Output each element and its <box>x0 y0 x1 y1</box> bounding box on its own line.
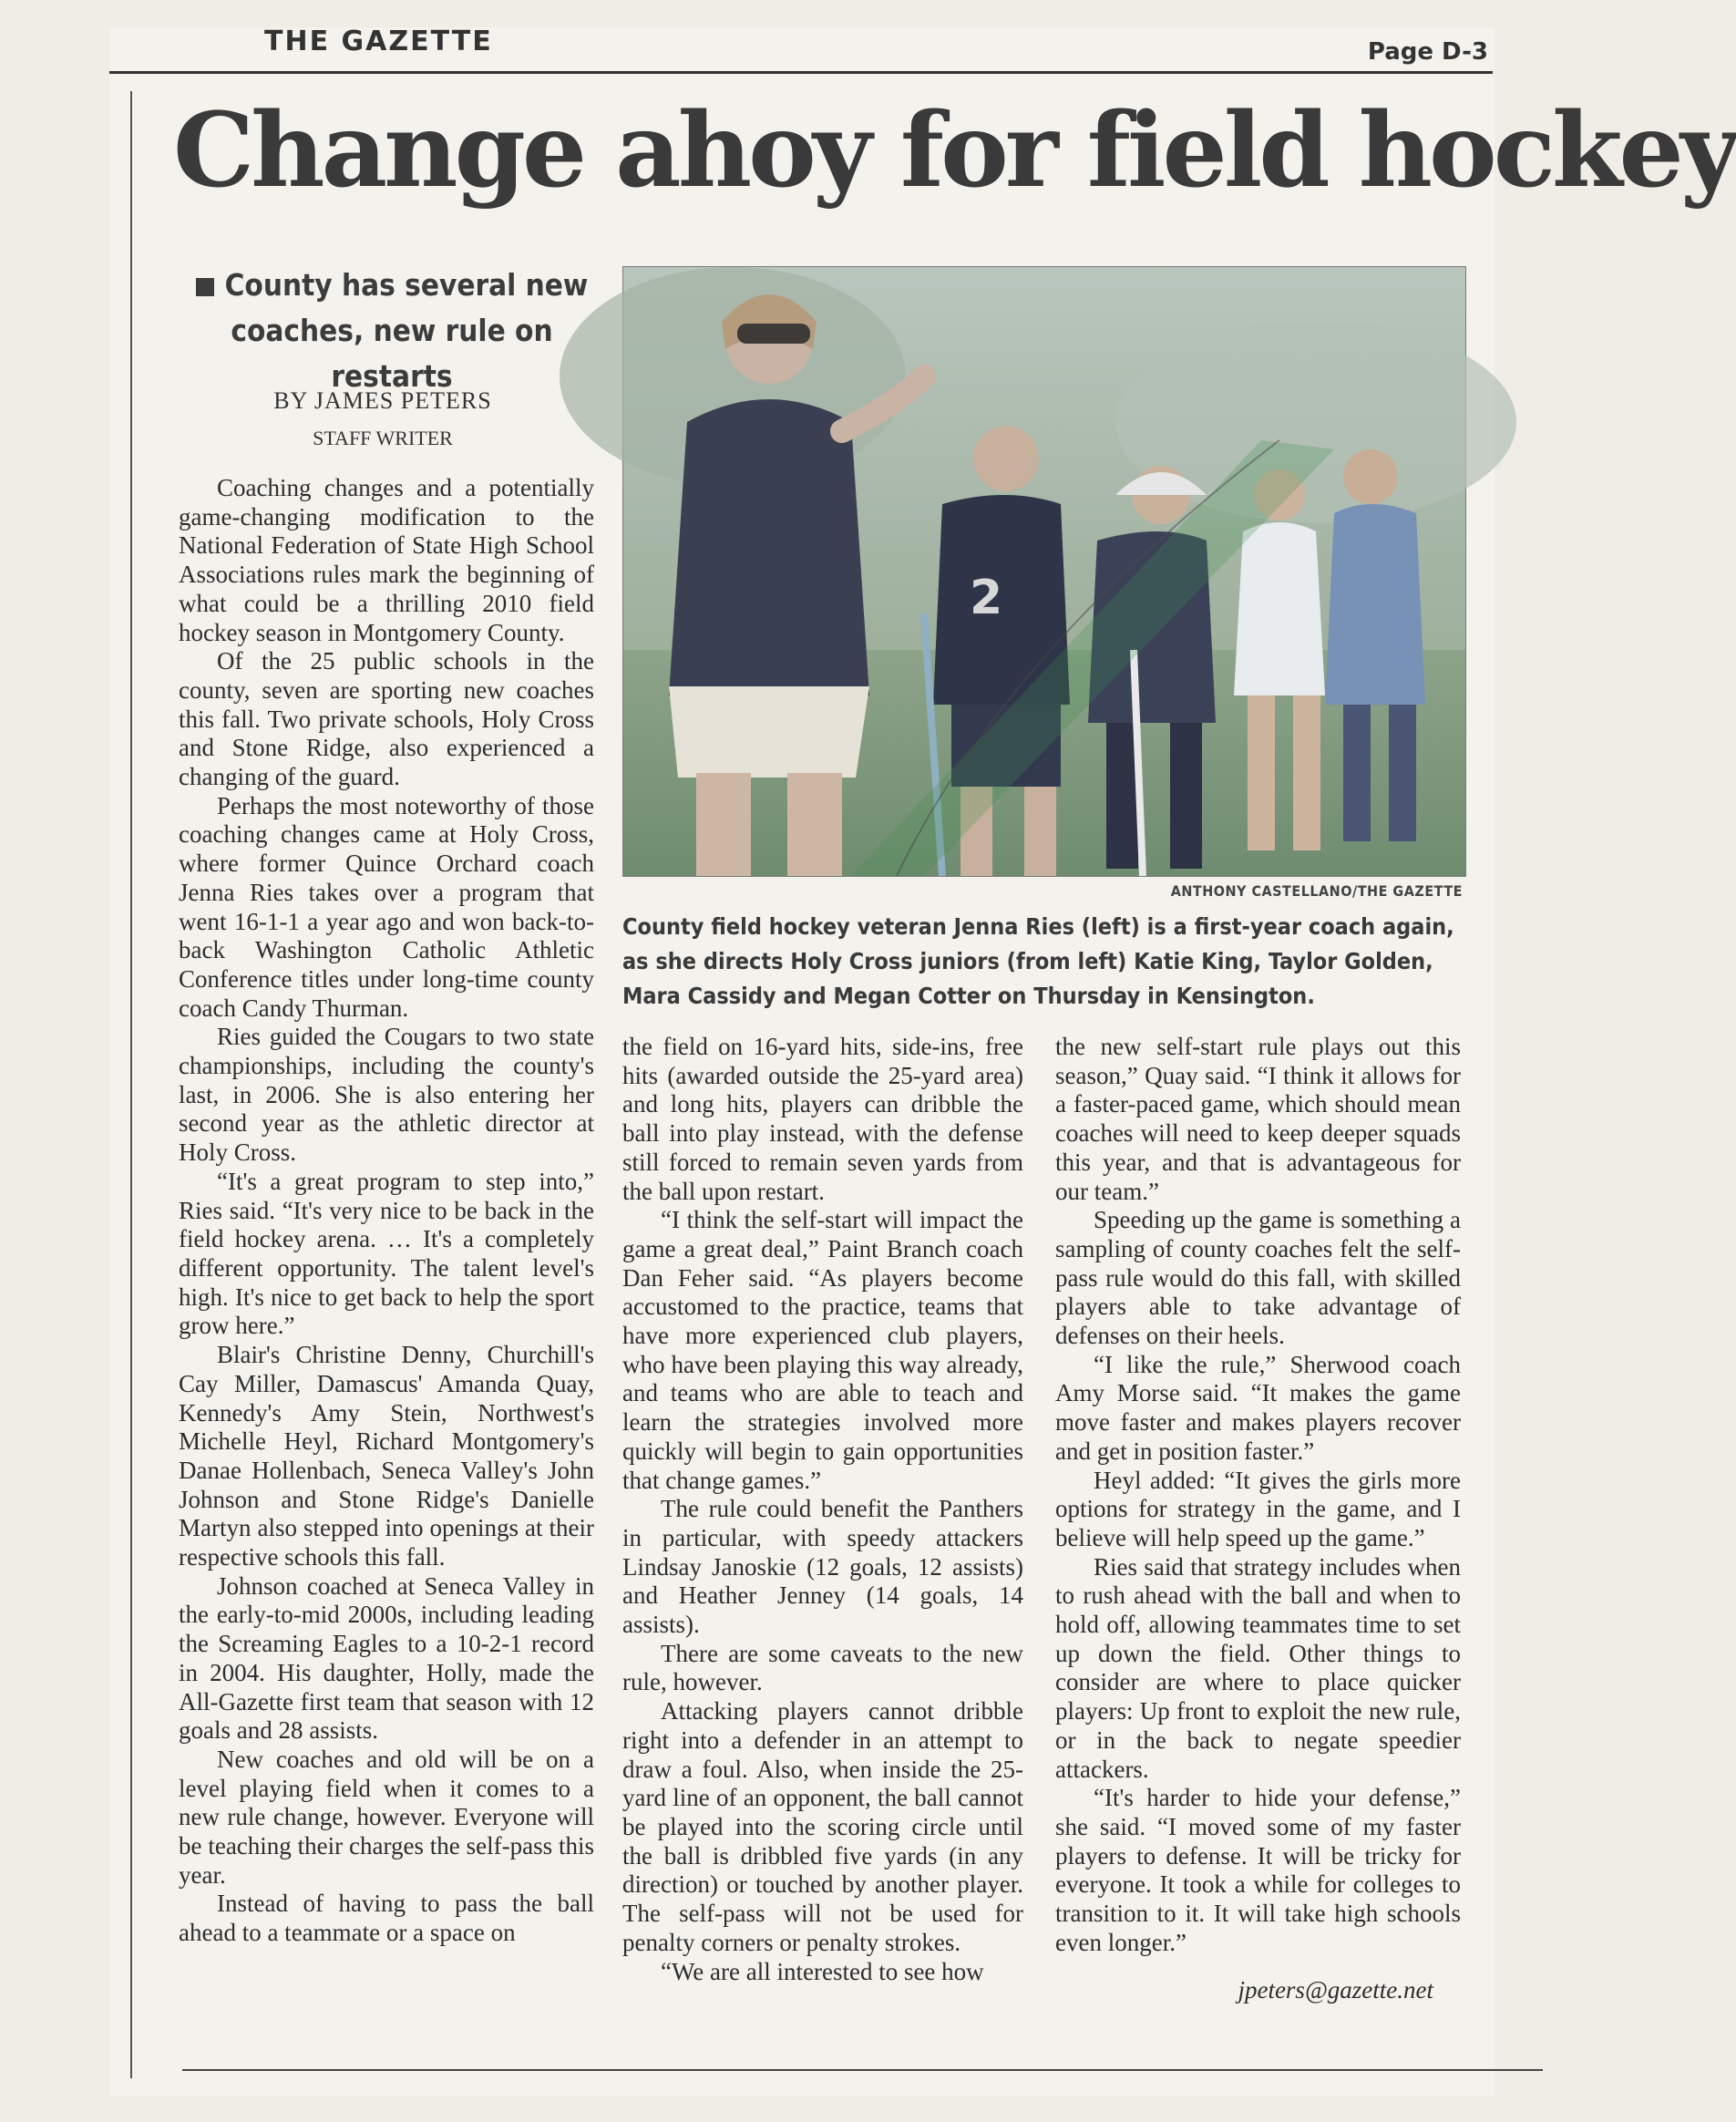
paragraph: “I like the rule,” Sherwood coach Amy Morse said. “It makes the game move faster and makes players recover and get in position faster.” <box>1055 1350 1461 1465</box>
paragraph: the field on 16-yard hits, side-ins, free hits (awarded outside the 25-yard area) and long hits, players can dribble the ball into play instead, with the defense still forced to remain seven yards from the ball upon restart. <box>622 1033 1023 1205</box>
paragraph: Instead of having to pass the ball ahead to a teammate or a space on <box>179 1890 594 1947</box>
paragraph: Blair's Christine Denny, Churchill's Cay Miller, Damascus' Amanda Quay, Kennedy's Amy Stein, Northwest's Michelle Heyl, Richard Montgomery's Danae Hollenbach, Seneca Valley's John Johnson and Stone Ridge's Danielle Martyn also stepped into openings at their respective schools this fall. <box>179 1341 594 1571</box>
paragraph: Ries guided the Cougars to two state championships, including the county's last, in 2006. She is also entering her second year as the athletic director at Holy Cross. <box>179 1023 594 1167</box>
top-rule <box>109 71 1493 74</box>
column-2 <box>622 1033 1023 1986</box>
paragraph: Speeding up the game is something a sampling of county coaches felt the self-pass rule would do this fall, with skilled players able to take advantage of defenses on their heels. <box>1055 1206 1461 1350</box>
paragraph: The rule could benefit the Panthers in particular, with speedy attackers Lindsay Janoskie (12 goals, 12 assists) and Heather Jenney (14 goals, 14 assists). <box>622 1495 1023 1639</box>
byline-title: STAFF WRITER <box>313 427 453 449</box>
team-photo-image <box>623 267 1465 876</box>
paragraph: Heyl added: “It gives the girls more options for strategy in the game, and I believe will help speed up the game.” <box>1055 1466 1461 1551</box>
masthead: THE GAZETTE <box>264 26 493 57</box>
paragraph: Perhaps the most noteworthy of those coaching changes came at Holy Cross, where former Quince Orchard coach Jenna Ries takes over a program that went 16-1-1 a year ago and won back-to-back Washington Catholic Athletic Conference titles under long-time county coach Candy Thurman. <box>179 791 594 1022</box>
paragraph: “It's harder to hide your defense,” she said. “I moved some of my faster players to defense. It will be tricky for everyone. It took a while for colleges to transition to it. It will take high schools even longer.” <box>1055 1784 1461 1956</box>
paragraph: Attacking players cannot dribble right into a defender in an attempt to draw a foul. Also, when inside the 25-yard line of an opponent, the ball cannot be played into the scoring circle until the ball is dribbled five yards (in any direction) or touched by another player. The self-pass will not be used for penalty corners or penalty strokes. <box>622 1697 1023 1956</box>
paragraph: Of the 25 public schools in the county, seven are sporting new coaches this fall. Two private schools, Holy Cross and Stone Ridge, also experienced a changing of the guard. <box>179 647 594 791</box>
author-email: jpeters@gazette.net <box>1238 1975 1433 2004</box>
paragraph: Johnson coached at Seneca Valley in the early-to-mid 2000s, including leading the Screaming Eagles to a 10-2-1 record in 2004. His daughter, Holly, made the All-Gazette first team that season with 12 goals and 28 assists. <box>179 1571 594 1745</box>
photo-credit: ANTHONY CASTELLANO/THE GAZETTE <box>1170 882 1463 900</box>
paragraph: the new self-start rule plays out this season,” Quay said. “I think it allows for a faster-paced game, which should mean coaches will need to keep deeper squads this year, and that is advantageous for our team.” <box>1055 1033 1461 1205</box>
paragraph: “We are all interested to see how <box>661 1957 984 1985</box>
svg-text:2: 2 <box>970 571 1003 625</box>
column-3 <box>1055 1033 1461 2004</box>
paragraph: New coaches and old will be on a level playing field when it comes to a new rule change, however. Everyone will be teaching their charges the self-pass this year. <box>179 1745 594 1889</box>
paragraph: “It's a great program to step into,” Ries said. “It's very nice to be back in the field hockey arena. … It's a completely different opportunity. The talent level's high. It's nice to get back to help the sport grow here.” <box>179 1167 594 1340</box>
bottom-rule <box>182 2069 1543 2071</box>
column-1 <box>179 474 594 1948</box>
paragraph: There are some caveats to the new rule, however. <box>622 1639 1023 1696</box>
byline: BY JAMES PETERS <box>273 387 492 414</box>
page-number: Page D-3 <box>1367 38 1488 66</box>
deck-text: County has several new coaches, new rule on restarts <box>224 267 589 394</box>
photo-caption: County field hockey veteran Jenna Ries (left) is a first-year coach again, as she directs Holy Cross juniors (from left) Katie King, Taylor Golden, Mara Cassidy and Megan Cotter on Thursday in Kensington. <box>622 913 1454 1009</box>
left-rule <box>130 91 132 2078</box>
team-photo <box>622 266 1466 877</box>
bullet-icon <box>196 278 214 296</box>
paragraph: Coaching changes and a potentially game-changing modification to the National Federation of State High School Associations rules mark the beginning of what could be a thrilling 2010 field hockey season in Montgomery County. <box>179 474 594 646</box>
paragraph: “I think the self-start will impact the game a great deal,” Paint Branch coach Dan Feher said. “As players become accustomed to the practice, teams that have more experienced club players, who have been playing this way already, and teams who are able to teach and learn the strategies involved more quickly will begin to gain opportunities that change games.” <box>622 1206 1023 1494</box>
headline: Change ahoy for field hockey <box>173 91 1736 211</box>
paragraph: Ries said that strategy includes when to rush ahead with the ball and when to hold off, allowing teammates time to set up down the field. Other things to consider are where to place quicker players: Up front to exploit the new rule, or in the back to negate speedier attackers. <box>1055 1552 1461 1783</box>
deck <box>173 263 611 399</box>
